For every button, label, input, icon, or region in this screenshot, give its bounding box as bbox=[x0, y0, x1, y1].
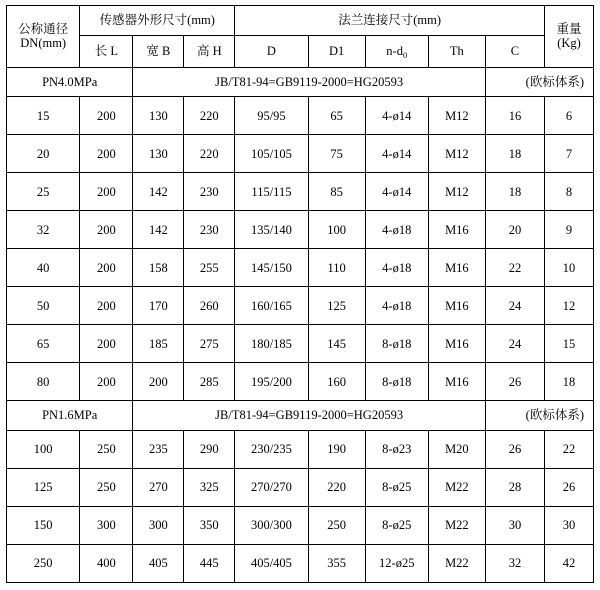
table-row bbox=[7, 430, 594, 468]
cell-c: 32 bbox=[485, 544, 544, 582]
cell-d1: 110 bbox=[308, 249, 365, 287]
cell-d: 115/115 bbox=[235, 173, 308, 211]
section-standard: JB/T81-94=GB9119-2000=HG20593 bbox=[133, 401, 486, 431]
cell-l: 200 bbox=[80, 211, 133, 249]
cell-th: M16 bbox=[428, 325, 485, 363]
cell-l: 200 bbox=[80, 97, 133, 135]
header-width-b: 宽 B bbox=[133, 35, 184, 67]
cell-b: 130 bbox=[133, 135, 184, 173]
cell-d: 145/150 bbox=[235, 249, 308, 287]
table-row bbox=[7, 325, 594, 363]
cell-h: 350 bbox=[184, 506, 235, 544]
cell-b: 142 bbox=[133, 173, 184, 211]
table-row bbox=[7, 363, 594, 401]
table-row bbox=[7, 287, 594, 325]
cell-nd: 4-ø18 bbox=[365, 249, 428, 287]
cell-c: 24 bbox=[485, 325, 544, 363]
cell-kg: 22 bbox=[545, 430, 594, 468]
table-row bbox=[7, 249, 594, 287]
header-weight bbox=[545, 6, 594, 68]
header-th: Th bbox=[428, 35, 485, 67]
cell-c: 30 bbox=[485, 506, 544, 544]
cell-kg: 8 bbox=[545, 173, 594, 211]
cell-c: 26 bbox=[485, 430, 544, 468]
cell-h: 445 bbox=[184, 544, 235, 582]
cell-h: 220 bbox=[184, 135, 235, 173]
cell-nd: 8-ø18 bbox=[365, 363, 428, 401]
table-header-row-columns bbox=[7, 35, 594, 67]
cell-c: 28 bbox=[485, 468, 544, 506]
header-height-h: 高 H bbox=[184, 35, 235, 67]
cell-d1: 85 bbox=[308, 173, 365, 211]
section-title: PN1.6MPa bbox=[7, 401, 133, 431]
section-note: (欧标体系) bbox=[485, 67, 593, 97]
cell-dn: 50 bbox=[7, 287, 80, 325]
cell-b: 235 bbox=[133, 430, 184, 468]
cell-b: 142 bbox=[133, 211, 184, 249]
header-d1: D1 bbox=[308, 35, 365, 67]
cell-b: 185 bbox=[133, 325, 184, 363]
cell-l: 200 bbox=[80, 173, 133, 211]
header-sensor-dimensions: 传感器外形尺寸(mm) bbox=[80, 6, 235, 36]
cell-d1: 220 bbox=[308, 468, 365, 506]
cell-l: 200 bbox=[80, 135, 133, 173]
cell-d1: 355 bbox=[308, 544, 365, 582]
cell-kg: 9 bbox=[545, 211, 594, 249]
cell-nd: 8-ø18 bbox=[365, 325, 428, 363]
cell-nd: 8-ø25 bbox=[365, 506, 428, 544]
cell-l: 250 bbox=[80, 430, 133, 468]
cell-dn: 20 bbox=[7, 135, 80, 173]
cell-h: 255 bbox=[184, 249, 235, 287]
cell-d: 135/140 bbox=[235, 211, 308, 249]
table-row bbox=[7, 468, 594, 506]
cell-nd: 4-ø18 bbox=[365, 287, 428, 325]
header-d: D bbox=[235, 35, 308, 67]
section-standard: JB/T81-94=GB9119-2000=HG20593 bbox=[133, 67, 486, 97]
cell-nd: 4-ø14 bbox=[365, 97, 428, 135]
cell-kg: 30 bbox=[545, 506, 594, 544]
cell-c: 20 bbox=[485, 211, 544, 249]
cell-dn: 125 bbox=[7, 468, 80, 506]
section-title: PN4.0MPa bbox=[7, 67, 133, 97]
cell-nd: 8-ø23 bbox=[365, 430, 428, 468]
cell-th: M16 bbox=[428, 211, 485, 249]
cell-dn: 40 bbox=[7, 249, 80, 287]
cell-c: 24 bbox=[485, 287, 544, 325]
cell-d: 230/235 bbox=[235, 430, 308, 468]
cell-b: 300 bbox=[133, 506, 184, 544]
cell-d1: 75 bbox=[308, 135, 365, 173]
header-nominal-diameter-line2: DN(mm) bbox=[20, 36, 67, 51]
cell-l: 400 bbox=[80, 544, 133, 582]
cell-h: 285 bbox=[184, 363, 235, 401]
cell-d1: 65 bbox=[308, 97, 365, 135]
table-row bbox=[7, 506, 594, 544]
cell-kg: 15 bbox=[545, 325, 594, 363]
cell-th: M22 bbox=[428, 544, 485, 582]
table-row bbox=[7, 173, 594, 211]
cell-d: 195/200 bbox=[235, 363, 308, 401]
cell-h: 260 bbox=[184, 287, 235, 325]
cell-th: M22 bbox=[428, 506, 485, 544]
cell-c: 18 bbox=[485, 173, 544, 211]
cell-c: 18 bbox=[485, 135, 544, 173]
cell-d: 405/405 bbox=[235, 544, 308, 582]
cell-kg: 6 bbox=[545, 97, 594, 135]
section-header-row bbox=[7, 67, 594, 97]
cell-b: 130 bbox=[133, 97, 184, 135]
cell-l: 200 bbox=[80, 363, 133, 401]
cell-d1: 100 bbox=[308, 211, 365, 249]
header-weight-line1: 重量 bbox=[556, 21, 582, 36]
section-note: (欧标体系) bbox=[485, 401, 593, 431]
cell-dn: 150 bbox=[7, 506, 80, 544]
cell-kg: 26 bbox=[545, 468, 594, 506]
cell-h: 220 bbox=[184, 97, 235, 135]
section-header-row bbox=[7, 401, 594, 431]
cell-l: 200 bbox=[80, 325, 133, 363]
cell-b: 405 bbox=[133, 544, 184, 582]
cell-b: 158 bbox=[133, 249, 184, 287]
cell-d: 300/300 bbox=[235, 506, 308, 544]
cell-dn: 80 bbox=[7, 363, 80, 401]
cell-kg: 7 bbox=[545, 135, 594, 173]
cell-l: 250 bbox=[80, 468, 133, 506]
cell-c: 16 bbox=[485, 97, 544, 135]
cell-th: M12 bbox=[428, 97, 485, 135]
table-row bbox=[7, 135, 594, 173]
cell-dn: 100 bbox=[7, 430, 80, 468]
cell-th: M12 bbox=[428, 135, 485, 173]
cell-nd: 4-ø14 bbox=[365, 173, 428, 211]
table-row bbox=[7, 97, 594, 135]
cell-h: 290 bbox=[184, 430, 235, 468]
cell-h: 325 bbox=[184, 468, 235, 506]
cell-d: 95/95 bbox=[235, 97, 308, 135]
header-nominal-diameter-line1: 公称通径 bbox=[18, 21, 69, 36]
cell-kg: 18 bbox=[545, 363, 594, 401]
cell-h: 275 bbox=[184, 325, 235, 363]
cell-th: M12 bbox=[428, 173, 485, 211]
specification-table bbox=[6, 5, 594, 583]
table-row bbox=[7, 544, 594, 582]
header-c: C bbox=[485, 35, 544, 67]
cell-c: 22 bbox=[485, 249, 544, 287]
cell-h: 230 bbox=[184, 173, 235, 211]
cell-l: 200 bbox=[80, 249, 133, 287]
cell-kg: 42 bbox=[545, 544, 594, 582]
cell-nd: 8-ø25 bbox=[365, 468, 428, 506]
cell-dn: 25 bbox=[7, 173, 80, 211]
cell-d: 180/185 bbox=[235, 325, 308, 363]
cell-nd: 4-ø18 bbox=[365, 211, 428, 249]
table-row bbox=[7, 211, 594, 249]
cell-nd: 12-ø25 bbox=[365, 544, 428, 582]
cell-dn: 15 bbox=[7, 97, 80, 135]
cell-d1: 250 bbox=[308, 506, 365, 544]
cell-nd: 4-ø14 bbox=[365, 135, 428, 173]
cell-th: M16 bbox=[428, 363, 485, 401]
cell-d1: 125 bbox=[308, 287, 365, 325]
header-flange-dimensions: 法兰连接尺寸(mm) bbox=[235, 6, 545, 36]
cell-d: 270/270 bbox=[235, 468, 308, 506]
cell-dn: 32 bbox=[7, 211, 80, 249]
header-nominal-diameter bbox=[7, 6, 80, 68]
cell-dn: 65 bbox=[7, 325, 80, 363]
cell-kg: 10 bbox=[545, 249, 594, 287]
cell-kg: 12 bbox=[545, 287, 594, 325]
cell-d1: 190 bbox=[308, 430, 365, 468]
cell-d1: 160 bbox=[308, 363, 365, 401]
cell-th: M20 bbox=[428, 430, 485, 468]
cell-th: M22 bbox=[428, 468, 485, 506]
cell-l: 200 bbox=[80, 287, 133, 325]
cell-b: 200 bbox=[133, 363, 184, 401]
header-n-d0: $n-d_0$ bbox=[365, 35, 428, 67]
cell-dn: 250 bbox=[7, 544, 80, 582]
cell-b: 270 bbox=[133, 468, 184, 506]
cell-c: 26 bbox=[485, 363, 544, 401]
header-length-l: 长 L bbox=[80, 35, 133, 67]
cell-b: 170 bbox=[133, 287, 184, 325]
table-header-row-groups bbox=[7, 6, 594, 36]
header-weight-line2: (Kg) bbox=[557, 36, 581, 51]
cell-d1: 145 bbox=[308, 325, 365, 363]
cell-th: M16 bbox=[428, 249, 485, 287]
cell-th: M16 bbox=[428, 287, 485, 325]
cell-h: 230 bbox=[184, 211, 235, 249]
cell-d: 105/105 bbox=[235, 135, 308, 173]
cell-l: 300 bbox=[80, 506, 133, 544]
cell-d: 160/165 bbox=[235, 287, 308, 325]
